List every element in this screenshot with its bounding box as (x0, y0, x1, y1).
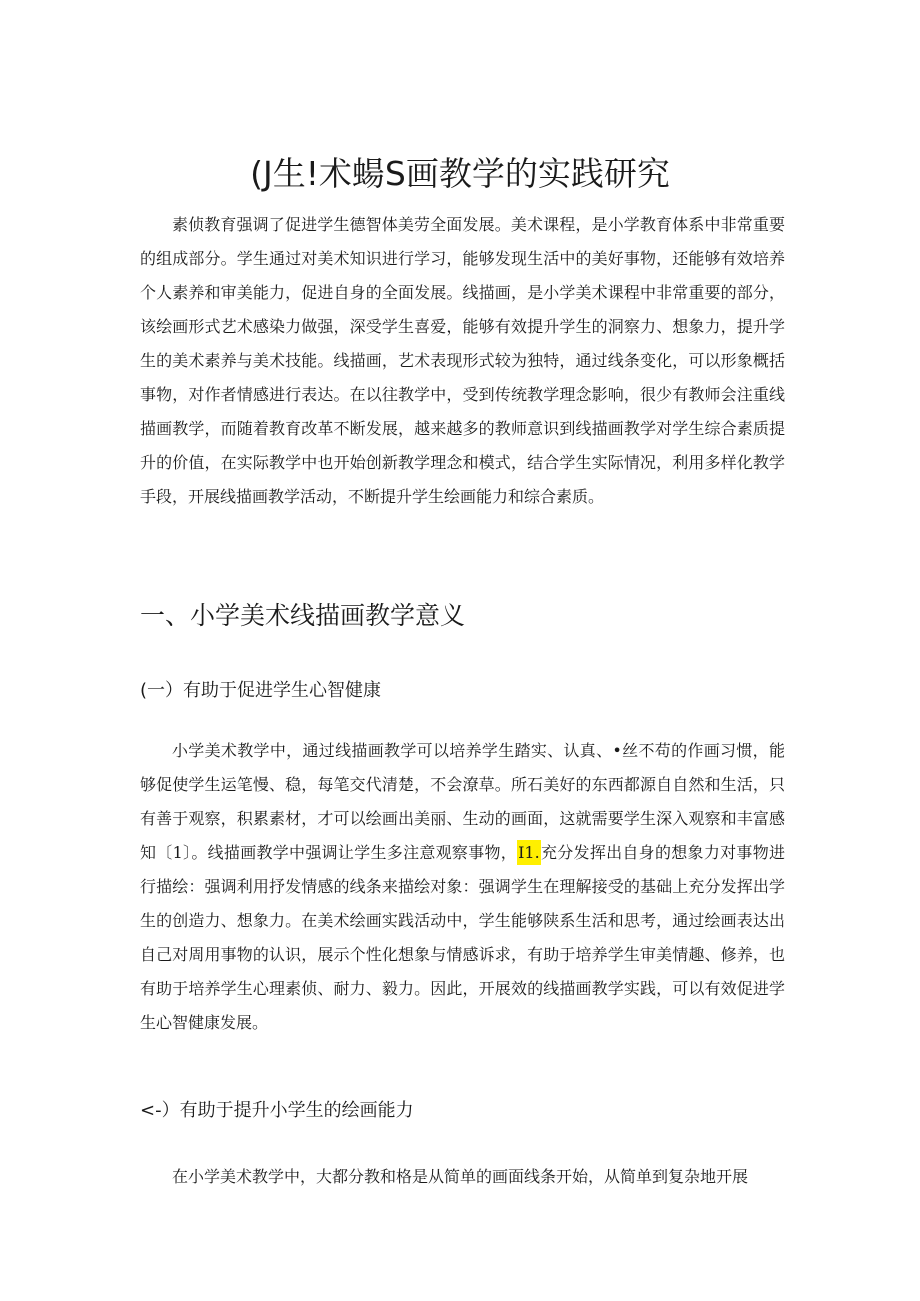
subsection-heading-1: (一）有助于促进学生心智健康 (140, 680, 382, 701)
intro-paragraph: 素侦教育强调了促进学生德智体美劳全面发展。美术课程，是小学教育体系中非常重要的组成部分。学生通过对美术知识进行学习，能够发现生活中的美好事物，还能够有效培养个人素养和审美能力，促进自身的全面发展。线描画，是小学美术课程中非常重要的部分，该绘画形式艺术感染力做强，深受学生喜爱，能够有效提升学生的洞察力、想象力，提升学生的美术素养与美术技能。线描画，艺术表现形式较为独特，通过线条变化，可以形象概括事物，对作者情感进行表达。在以往教学中，受到传统教学理念影响，很少有教师会注重线描画教学，而随着教育改革不断发展，越来越多的教师意识到线描画教学对学生综合素质提升的价值，在实际教学中也开始创新教学理念和模式，结合学生实际情况，利用多样化教学手段，开展线描画教学活动，不断提升学生绘画能力和综合素质。 (140, 215, 785, 506)
section-heading-1: 一、小学美术线描画教学意义 (140, 601, 466, 630)
subsection-heading-2: <-）有助于提升小学生的绘画能力 (140, 1100, 414, 1121)
paragraph-text-before: 小学美术教学中，通过线描画教学可以培养学生踏实、认真、•丝不苟的作画习惯，能够促使学生运笔慢、稳，每笔交代清楚，不会潦草。所石美好的东西都源自自然和生活，只有善于观察，积累素材，才可以绘画出美丽、生动的画面，这就需要学生深入观察和丰富感知〔1〕。线描画教学中强调让学生多注意观察事物， (140, 741, 785, 862)
subsection-2-paragraph: 在小学美术教学中，大都分教和格是从简单的画面线条开始，从简单到复杂地开展 (172, 1167, 749, 1186)
paragraph-text-after: 充分发挥出自身的想象力对事物进行描绘：强调利用抒发情感的线条来描绘对象：强调学生在理解接受的基础上充分发挥出学生的创造力、想象力。在美术绘画实践活动中，学生能够陕系生活和思考，通过绘画表达出自己对周用事物的认识，展示个性化想象与情感诉求，有助于培养学生审美情趣、修养，也有助于培养学生心理素侦、耐力、毅力。因此，开展效的线描画教学实践，可以有效促进学生心智健康发展。 (140, 843, 785, 1032)
document-title: (J生!术蝪S画教学的实践研究 (250, 154, 670, 194)
highlighted-text: I1. (517, 840, 541, 865)
subsection-1-paragraph (140, 734, 785, 1040)
